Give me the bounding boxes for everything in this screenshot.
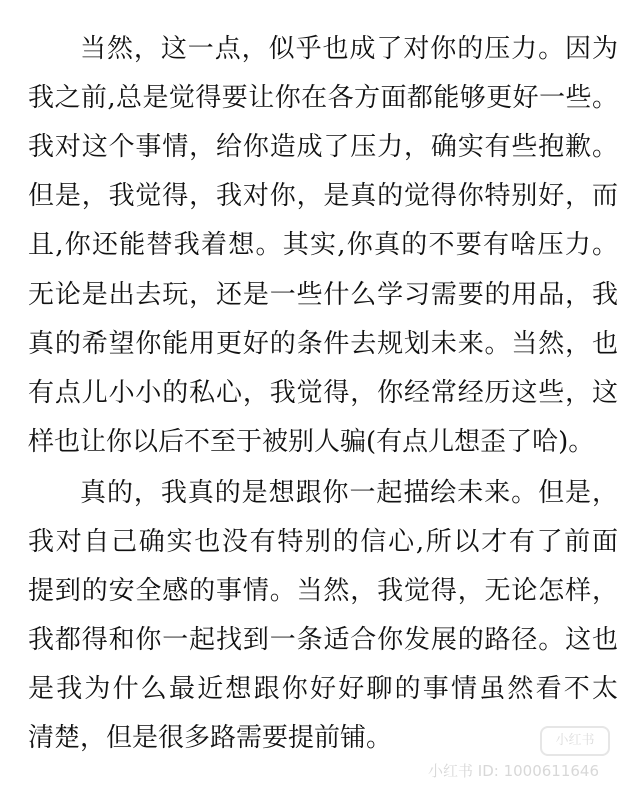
paragraph-1-line-2: 我之前,总是觉得要让你在各方面都能够更好一些。 (28, 83, 618, 113)
paragraph-1-line-1: 当然，这一点，似乎也成了对你的压力。因为 (80, 34, 618, 64)
watermark-logo: 小红书 (540, 726, 610, 756)
paragraph-1-line-7: 真的希望你能用更好的条件去规划未来。当然，也 (28, 329, 618, 359)
watermark-id: 小红书 ID: 1000611646 (428, 762, 599, 780)
paragraph-2-line-1: 真的，我真的是想跟你一起描绘未来。但是， (80, 478, 618, 508)
paragraph-2-line-6: 清楚，但是很多路需要提前铺。 (28, 723, 393, 753)
paragraph-2-line-5: 是我为什么最近想跟你好好聊的事情虽然看不太 (28, 674, 618, 704)
paragraph-2-line-2: 我对自己确实也没有特别的信心,所以才有了前面 (28, 527, 618, 557)
paragraph-2-line-3: 提到的安全感的事情。当然，我觉得，无论怎样， (28, 576, 618, 606)
paragraph-1-line-8: 有点儿小小的私心，我觉得，你经常经历这些，这 (28, 378, 618, 408)
paragraph-2-line-4: 我都得和你一起找到一条适合你发展的路径。这也 (28, 625, 618, 655)
paragraph-1-line-3: 我对这个事情，给你造成了压力，确实有些抱歉。 (28, 132, 618, 162)
paragraph-1-line-5: 且,你还能替我着想。其实,你真的不要有啥压力。 (28, 230, 618, 260)
paragraph-1-line-4: 但是，我觉得，我对你，是真的觉得你特别好，而 (28, 181, 618, 211)
paragraph-1-line-6: 无论是出去玩，还是一些什么学习需要的用品，我 (28, 280, 618, 310)
paragraph-1-line-9: 样也让你以后不至于被别人骗(有点儿想歪了哈)。 (28, 427, 595, 457)
